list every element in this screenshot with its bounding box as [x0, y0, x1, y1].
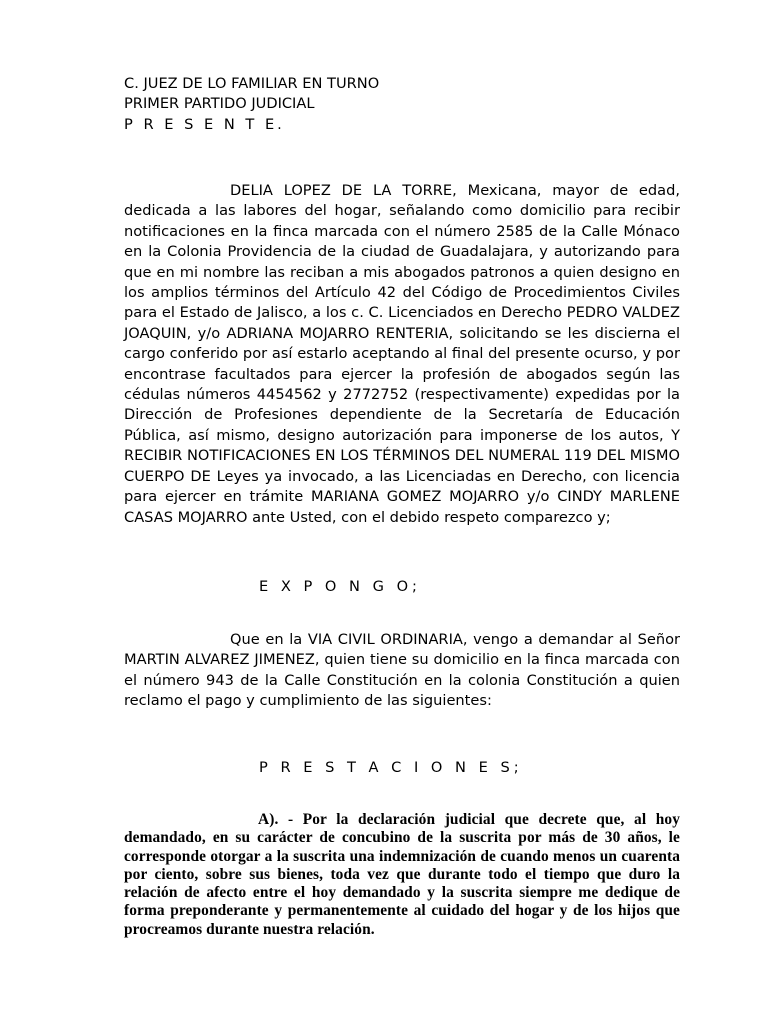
expongo-paragraph [124, 630, 680, 712]
addressee-block [124, 74, 684, 135]
expongo-paragraph-text: Que en la VIA CIVIL ORDINARIA, vengo a demandar al Señor MARTIN ALVAREZ JIMENEZ, quien tiene su domicilio en la finca marcada con el número 943 de la Calle Constitución en la colonia Constitución a quien reclamo el pago y cumplimiento de las siguientes: [124, 631, 680, 710]
addressee-presente: P R E S E N T E. [124, 115, 285, 133]
intro-paragraph [124, 181, 680, 528]
prestacion-item-a-text: A). - Por la declaración judicial que decrete que, al hoy demandado, en su carácter de concubino de la suscrita por más de 30 años, le corresponde otorgar a la suscrita una indemnización de cuando menos un cuarenta por ciento, sobre sus bienes, toda vez que durante todo el tiempo que duro la relación de afecto entre el hoy demandado y la suscrita siempre me dedique de forma preponderante y permanentemente al cuidado del hogar y de los hijos que procreamos durante nuestra relación. [124, 811, 680, 938]
expongo-heading: E X P O N G O; [259, 578, 421, 595]
addressee-judge: C. JUEZ DE LO FAMILIAR EN TURNO [124, 75, 380, 92]
prestacion-item-a [124, 811, 680, 939]
intro-paragraph-text: DELIA LOPEZ DE LA TORRE, Mexicana, mayor de edad, dedicada a las labores del hogar, señalando como domicilio para recibir notificaciones en la finca marcada con el número 2585 de la Calle Mónaco en la Colonia Providencia de la ciudad de Guadalajara, y autorizando para que en mi nombre las reciban a mis abogados patronos a quien designo en los amplios términos del Artículo 42 del Código de Procedimientos Civiles para el Estado de Jalisco, a los c. C. Licenciados en Derecho PEDRO VALDEZ JOAQUIN, y/o ADRIANA MOJARRO RENTERIA, solicitando se les discierna el cargo conferido por así estarlo aceptando al final del presente ocurso, y por encontrase facultados para ejercer la profesión de abogados según las cédulas números 4454562 y 2772752 (respectivamente) expedidas por la Dirección de Profesiones dependiente de la Secretaría de Educación Pública, así mismo, designo autorización para imponerse de los autos, Y RECIBIR NOTIFICACIONES EN LOS TÉRMINOS DEL NUMERAL 119 DEL MISMO CUERPO DE Leyes ya invocado, a las Licenciadas en Derecho, con licencia para ejercer en trámite MARIANA GOMEZ MOJARRO y/o CINDY MARLENE CASAS MOJARRO ante Usted, con el debido respeto comparezco y; [124, 182, 680, 526]
prestaciones-heading: P R E S T A C I O N E S; [259, 759, 523, 776]
addressee-district: PRIMER PARTIDO JUDICIAL [124, 95, 315, 113]
